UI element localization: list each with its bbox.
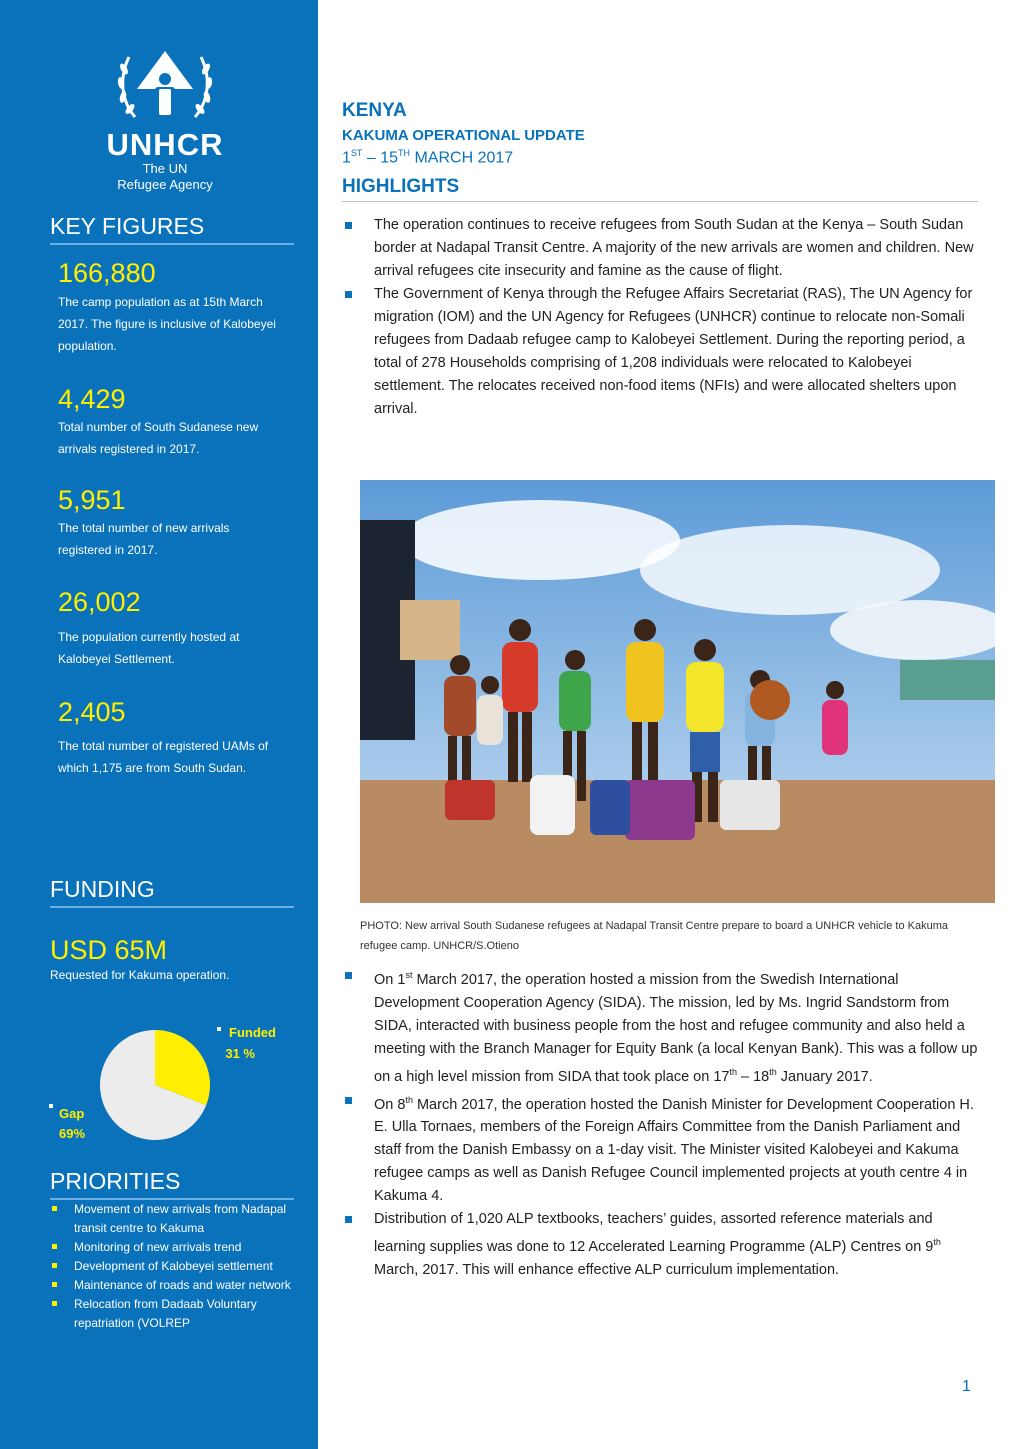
- priority-item: Maintenance of roads and water network: [52, 1276, 297, 1295]
- highlight-item: The Government of Kenya through the Refugee Affairs Secretariat (RAS), The UN Agency for migration (IOM) and the UN Agency for Refugees (UNHCR) continue to relocate non-Somali refugees from Dadaab refugee camp to Kalobeyei Settlement. During the reporting period, a total of 278 Households comprising of 1,208 individuals were relocated to Kalobeyei settlement. The relocates received non-food items (NFIs) and were allocated shelters upon arrival.: [342, 283, 978, 421]
- pie-label-category: Gap: [59, 1106, 85, 1121]
- pie-label-value: 69%: [59, 1126, 86, 1141]
- key-figure-value: 5,951: [58, 485, 126, 515]
- funding-amount: USD 65M: [50, 935, 168, 965]
- key-figure-description: The camp population as at 15th March 2017. The figure is inclusive of Kalobeyei population.: [58, 295, 276, 353]
- update-item: Distribution of 1,020 ALP textbooks, teachers’ guides, assorted reference materials and learning supplies was done to 12 Accelerated Learning Programme (ALP) Centres on 9th March, 2017. This will enhance effective ALP curriculum implementation.: [342, 1208, 978, 1282]
- unhcr-emblem-icon: [115, 45, 215, 127]
- legend-marker: [49, 1104, 53, 1108]
- funding-pie-chart: [45, 1015, 295, 1155]
- funding-heading: FUNDING: [50, 876, 294, 908]
- key-figure-description: The population currently hosted at Kalobeyei Settlement.: [58, 630, 240, 666]
- update-item: On 8th March 2017, the operation hosted the Danish Minister for Development Cooperation H. E. Ulla Tornaes, members of the Foreign Affairs Committee from the Danish Parliament and staff from the Danish Embassy on a 1-day visit. The Minister visited Kalobeyei and Kakuma refugee camps as well as Danish Refugee Council implemented projects at youth centre 4 in Kakuma 4.: [342, 1089, 978, 1209]
- sidebar: [0, 0, 318, 1449]
- highlights-heading: HIGHLIGHTS: [342, 176, 978, 202]
- priority-item: Development of Kalobeyei settlement: [52, 1257, 297, 1276]
- key-figure-value: 4,429: [58, 384, 126, 414]
- updates-list: [342, 964, 978, 1282]
- photo-caption: PHOTO: New arrival South Sudanese refugees at Nadapal Transit Centre prepare to board a UNHCR vehicle to Kakuma refugee camp. UNHCR/S.Otieno: [360, 920, 948, 952]
- key-figures-heading: KEY FIGURES: [50, 213, 294, 245]
- funding-description: Requested for Kakuma operation.: [50, 968, 230, 982]
- priorities-list: [52, 1200, 297, 1333]
- country-title: KENYA: [342, 100, 407, 121]
- pie-label-value: 31 %: [225, 1046, 255, 1061]
- date-end-suffix: TH: [398, 148, 411, 158]
- key-figure-value: 26,002: [58, 587, 141, 617]
- date-month-year: MARCH 2017: [410, 149, 514, 167]
- logo-tagline-line1: The UN: [142, 161, 188, 176]
- highlights-list: [342, 214, 978, 421]
- unhcr-logo: [95, 45, 235, 193]
- highlight-item: The operation continues to receive refugees from South Sudan at the Kenya – South Sudan border at Nadapal Transit Centre. A majority of the new arrivals are women and children. New arrival refugees cite insecurity and famine as the cause of flight.: [342, 214, 978, 283]
- page-number: 1: [962, 1378, 971, 1395]
- report-subtitle: KAKUMA OPERATIONAL UPDATE: [342, 127, 585, 144]
- report-period: [342, 148, 513, 167]
- refugees-photo: [360, 480, 995, 903]
- pie-label-category: Funded: [229, 1025, 276, 1040]
- date-start-suffix: ST: [350, 148, 363, 158]
- key-figure-description: The total number of new arrivals registered in 2017.: [58, 521, 230, 557]
- priority-item: Relocation from Dadaab Voluntary repatriation (VOLREP: [52, 1295, 297, 1333]
- key-figure-value: 166,880: [58, 258, 156, 288]
- key-figure-description: The total number of registered UAMs of which 1,175 are from South Sudan.: [58, 739, 269, 775]
- date-start-day: 1: [342, 149, 351, 167]
- legend-marker: [217, 1027, 221, 1031]
- priority-item: Movement of new arrivals from Nadapal transit centre to Kakuma: [52, 1200, 297, 1238]
- date-end-day: – 15: [362, 149, 399, 167]
- update-item: On 1st March 2017, the operation hosted a mission from the Swedish International Development Cooperation Agency (SIDA). The mission, led by Ms. Ingrid Sandstorm from SIDA, interacted with business people from the host and refugee community and also held a meeting with the Branch Manager for Equity Bank (a local Kenyan Bank). This was a follow up on a high level mission from SIDA that took place on 17th – 18th January 2017.: [342, 964, 978, 1089]
- key-figure-description: Total number of South Sudanese new arrivals registered in 2017.: [58, 420, 259, 456]
- key-figure-value: 2,405: [58, 697, 126, 727]
- logo-tagline-line2: Refugee Agency: [117, 177, 213, 192]
- priorities-heading: PRIORITIES: [50, 1168, 294, 1200]
- logo-wordmark: UNHCR: [106, 127, 224, 162]
- priority-item: Monitoring of new arrivals trend: [52, 1238, 297, 1257]
